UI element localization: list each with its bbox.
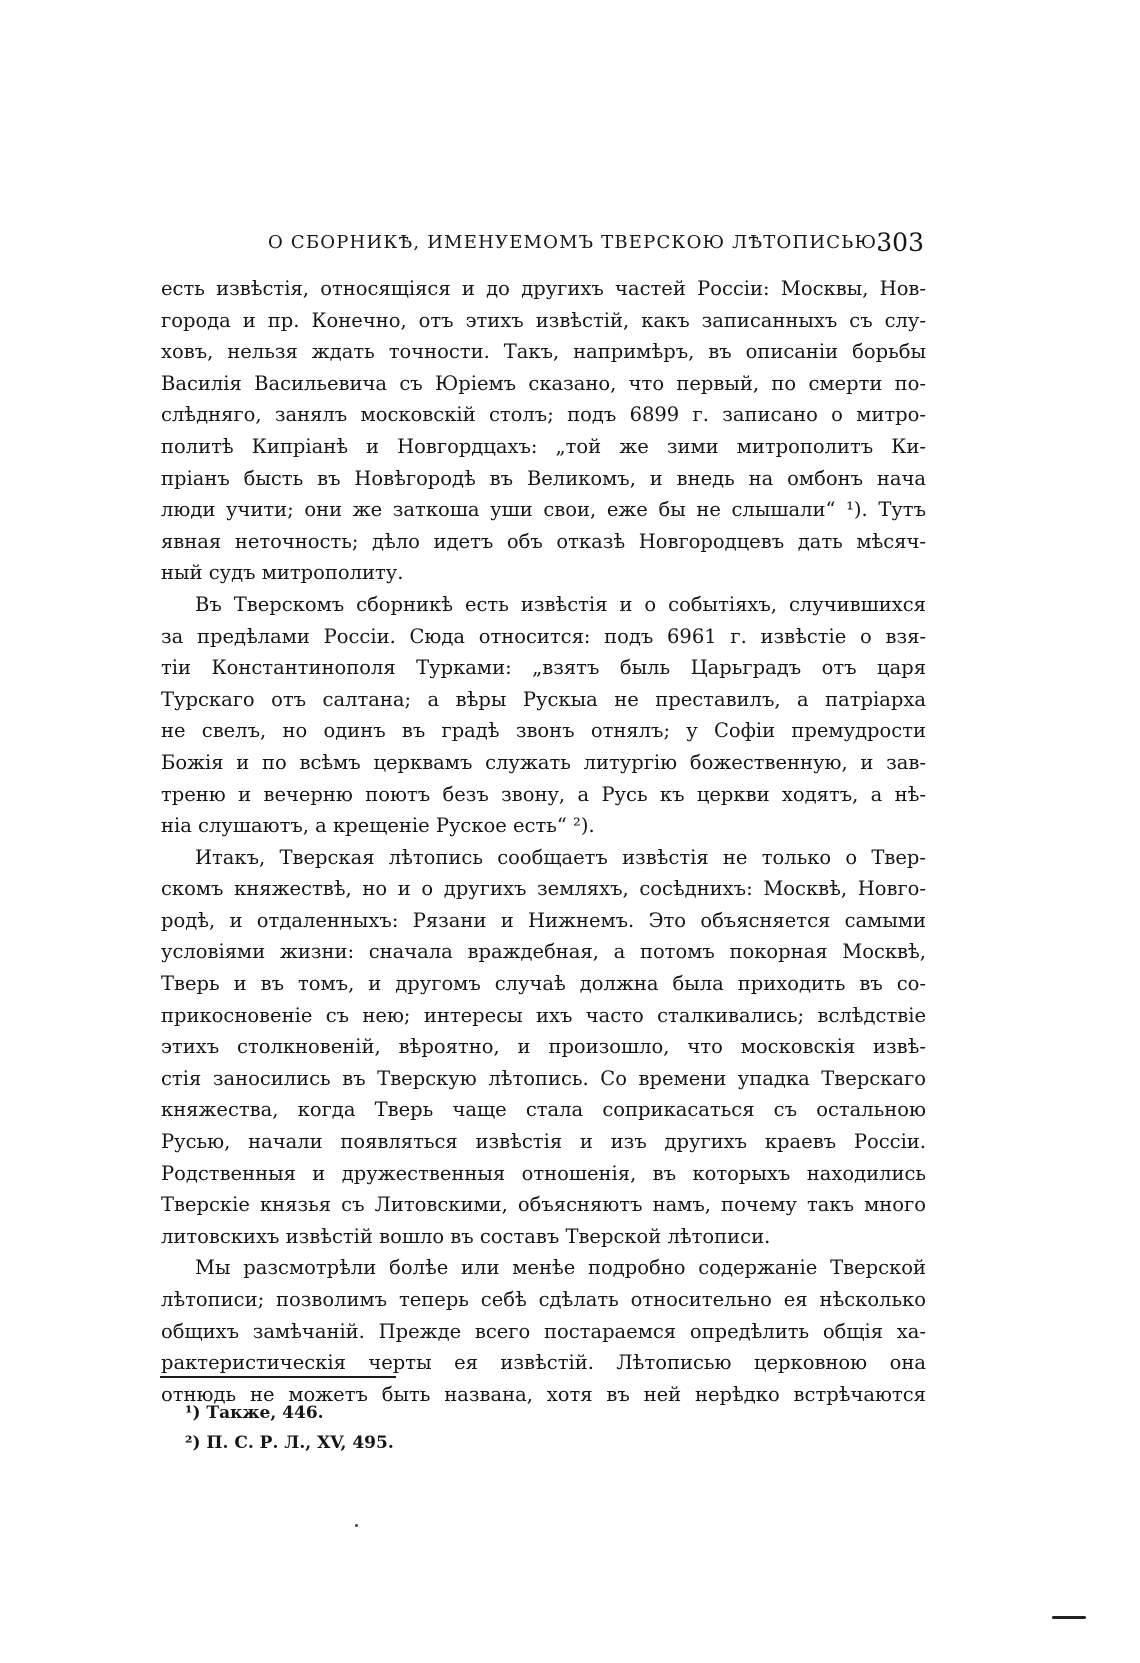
text-line: общихъ замѣчаній. Прежде всего постараемся опредѣлить общія ха- xyxy=(161,1319,926,1343)
footnote-divider xyxy=(160,1376,396,1378)
footnote-text: П. С. Р. Л., XV, 495. xyxy=(206,1433,394,1453)
text-line: родѣ, и отдаленныхъ: Рязани и Нижнемъ. Это объясняется самыми xyxy=(161,908,926,932)
text-line: скомъ княжествѣ, но и о другихъ земляхъ, сосѣднихъ: Москвѣ, Новго- xyxy=(161,877,926,901)
footnote-marker: ²) xyxy=(185,1433,201,1453)
text-line: Русью, начали появляться извѣстія и изъ другихъ краевъ Россіи. xyxy=(161,1130,926,1154)
text-line: ховъ, нельзя ждать точности. Такъ, напримѣръ, въ описаніи борьбы xyxy=(161,340,926,364)
text-line: слѣдняго, занялъ московскій столъ; подъ 6899 г. записано о митро- xyxy=(161,403,926,427)
text-line: условіями жизни: сначала враждебная, а потомъ покорная Москвѣ, xyxy=(161,940,926,964)
paragraph-start: Въ Тверскомъ сборникѣ есть извѣстія и о событіяхъ, случившихся xyxy=(195,592,926,616)
text-line: за предѣлами Россіи. Сюда относится: подъ 6961 г. извѣстіе о взя- xyxy=(161,624,926,648)
footnotes xyxy=(185,1398,705,1458)
text-line: ный судъ митрополиту. xyxy=(161,561,404,585)
text-line: этихъ столкновеній, вѣроятно, и произошло, что московскія извѣ- xyxy=(161,1035,926,1059)
text-line: прикосновеніе съ нею; интересы ихъ часто сталкивались; вслѣдствіе xyxy=(161,1003,926,1027)
page-number: 303 xyxy=(876,228,924,257)
footnote-text: Также, 446. xyxy=(206,1403,324,1423)
paragraph-start: Итакъ, Тверская лѣтопись сообщаетъ извѣстія не только о Твер- xyxy=(195,845,926,869)
text-line: отнюдь не можетъ быть названа, хотя въ ней нерѣдко встрѣчаются xyxy=(161,1382,926,1406)
footnote-marker: ¹) xyxy=(185,1403,201,1423)
text-line: треню и вечерню поютъ безъ звону, а Русь къ церкви ходятъ, а нѣ- xyxy=(161,782,926,806)
text-line: лѣтописи; позволимъ теперь себѣ сдѣлать относительно ея нѣсколько xyxy=(161,1288,926,1311)
text-line: тіи Константинополя Турками: „взятъ быль Царьградъ отъ царя xyxy=(161,656,926,680)
text-line: явная неточность; дѣло идетъ объ отказѣ Новгородцевъ дать мѣсяч- xyxy=(161,529,926,553)
text-line: пріанъ бысть въ Новѣгородѣ въ Великомъ, и внедь на омбонъ нача xyxy=(161,466,926,490)
body-text xyxy=(161,273,926,1410)
text-line: княжества, когда Тверь чаще стала соприкасаться съ остальною xyxy=(161,1098,926,1122)
footnote-1 xyxy=(185,1398,705,1428)
text-line: стія заносились въ Тверскую лѣтопись. Со времени упадка Тверскаго xyxy=(161,1066,926,1090)
text-line: Родственныя и дружественныя отношенія, въ которыхъ находились xyxy=(161,1161,926,1185)
text-line: Тверскіе князья съ Литовскими, объясняютъ намъ, почему такъ много xyxy=(161,1193,926,1217)
text-line: рактеристическія черты ея извѣстій. Лѣтописью церковною она xyxy=(161,1351,926,1375)
footnote-2 xyxy=(185,1428,705,1458)
text-line: Василія Васильевича съ Юріемъ сказано, что первый, по смерти по- xyxy=(161,371,926,395)
text-line: ніа слушаютъ, а крещеніе Руское есть“ ²). xyxy=(161,814,595,838)
running-title: О СБОРНИКѢ, ИМЕНУЕМОМЪ ТВЕРСКОЮ ЛѢТОПИСЬЮ. xyxy=(268,232,885,253)
text-line: литовскихъ извѣстій вошло въ составъ Тверской лѣтописи. xyxy=(161,1224,771,1248)
margin-mark xyxy=(1052,1616,1086,1619)
text-line: не свелъ, но одинъ въ градѣ звонъ отнялъ; у Софіи премудрости xyxy=(161,719,926,743)
text-line: люди учити; они же заткоша уши свои, еже бы не слышали“ ¹). Тутъ xyxy=(161,498,926,522)
text-line: политѣ Кипріанѣ и Новгордцахъ: „той же зими митрополитъ Ки- xyxy=(161,434,926,458)
text-line: Турскаго отъ салтана; а вѣры Рускыа не преставилъ, а патріарха xyxy=(161,687,926,711)
text-line: Божія и по всѣмъ церквамъ служать литургію божественную, и зав- xyxy=(161,750,926,774)
running-head xyxy=(268,228,924,260)
text-line: Тверь и въ томъ, и другомъ случаѣ должна была приходить въ со- xyxy=(161,972,926,996)
text-line: есть извѣстія, относящіяся и до другихъ частей Россіи: Москвы, Нов- xyxy=(161,277,926,300)
paragraph-start: Мы разсмотрѣли болѣе или менѣе подробно содержаніе Тверской xyxy=(195,1256,926,1280)
text-line: города и пр. Конечно, отъ этихъ извѣстій, какъ записанныхъ съ слу- xyxy=(161,308,926,332)
scan-speck xyxy=(355,1524,358,1527)
